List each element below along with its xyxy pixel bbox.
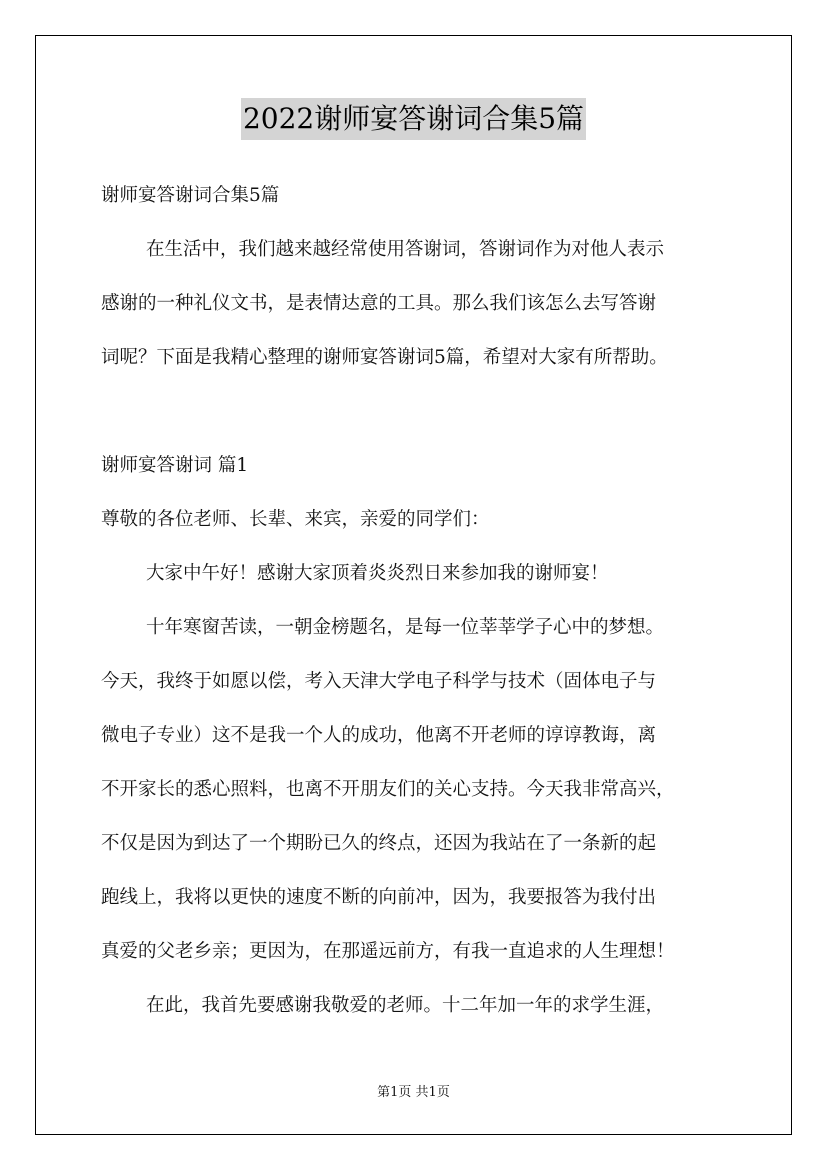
body-line-6: 跑线上，我将以更快的速度不断的向前冲，因为，我要报答为我付出	[101, 887, 657, 908]
body-line-5: 不仅是因为到达了一个期盼已久的终点，还因为我站在了一条新的起	[101, 833, 657, 854]
body-last-line: 在此，我首先要感谢我敬爱的老师。十二年加一年的求学生涯，	[146, 995, 665, 1016]
title-container	[0, 98, 827, 140]
section-heading: 谢师宴答谢词 篇1	[101, 455, 249, 476]
body-line-2: 今天，我终于如愿以偿，考入天津大学电子科学与技术（固体电子与	[101, 671, 657, 692]
body-line-7: 真爱的父老乡亲；更因为，在那遥远前方，有我一直追求的人生理想！	[101, 941, 675, 962]
body-line-3: 微电子专业）这不是我一个人的成功，他离不开老师的谆谆教诲，离	[101, 725, 657, 746]
intro-line-1: 在生活中，我们越来越经常使用答谢词，答谢词作为对他人表示	[146, 239, 665, 260]
greeting: 大家中午好！感谢大家顶着炎炎烈日来参加我的谢师宴！	[146, 563, 609, 584]
document-title: 2022谢师宴答谢词合集5篇	[241, 98, 586, 140]
page-number-footer: 第1页 共1页	[377, 1085, 450, 1100]
intro-line-2: 感谢的一种礼仪文书，是表情达意的工具。那么我们该怎么去写答谢	[101, 293, 657, 314]
salutation: 尊敬的各位老师、长辈、来宾，亲爱的同学们：	[101, 509, 490, 530]
intro-line-3: 词呢？下面是我精心整理的谢师宴答谢词5篇，希望对大家有所帮助。	[101, 347, 668, 368]
document-subtitle: 谢师宴答谢词合集5篇	[101, 185, 280, 206]
body-line-1: 十年寒窗苦读，一朝金榜题名，是每一位莘莘学子心中的梦想。	[146, 617, 665, 638]
body-line-4: 不开家长的悉心照料，也离不开朋友们的关心支持。今天我非常高兴，	[101, 779, 675, 800]
